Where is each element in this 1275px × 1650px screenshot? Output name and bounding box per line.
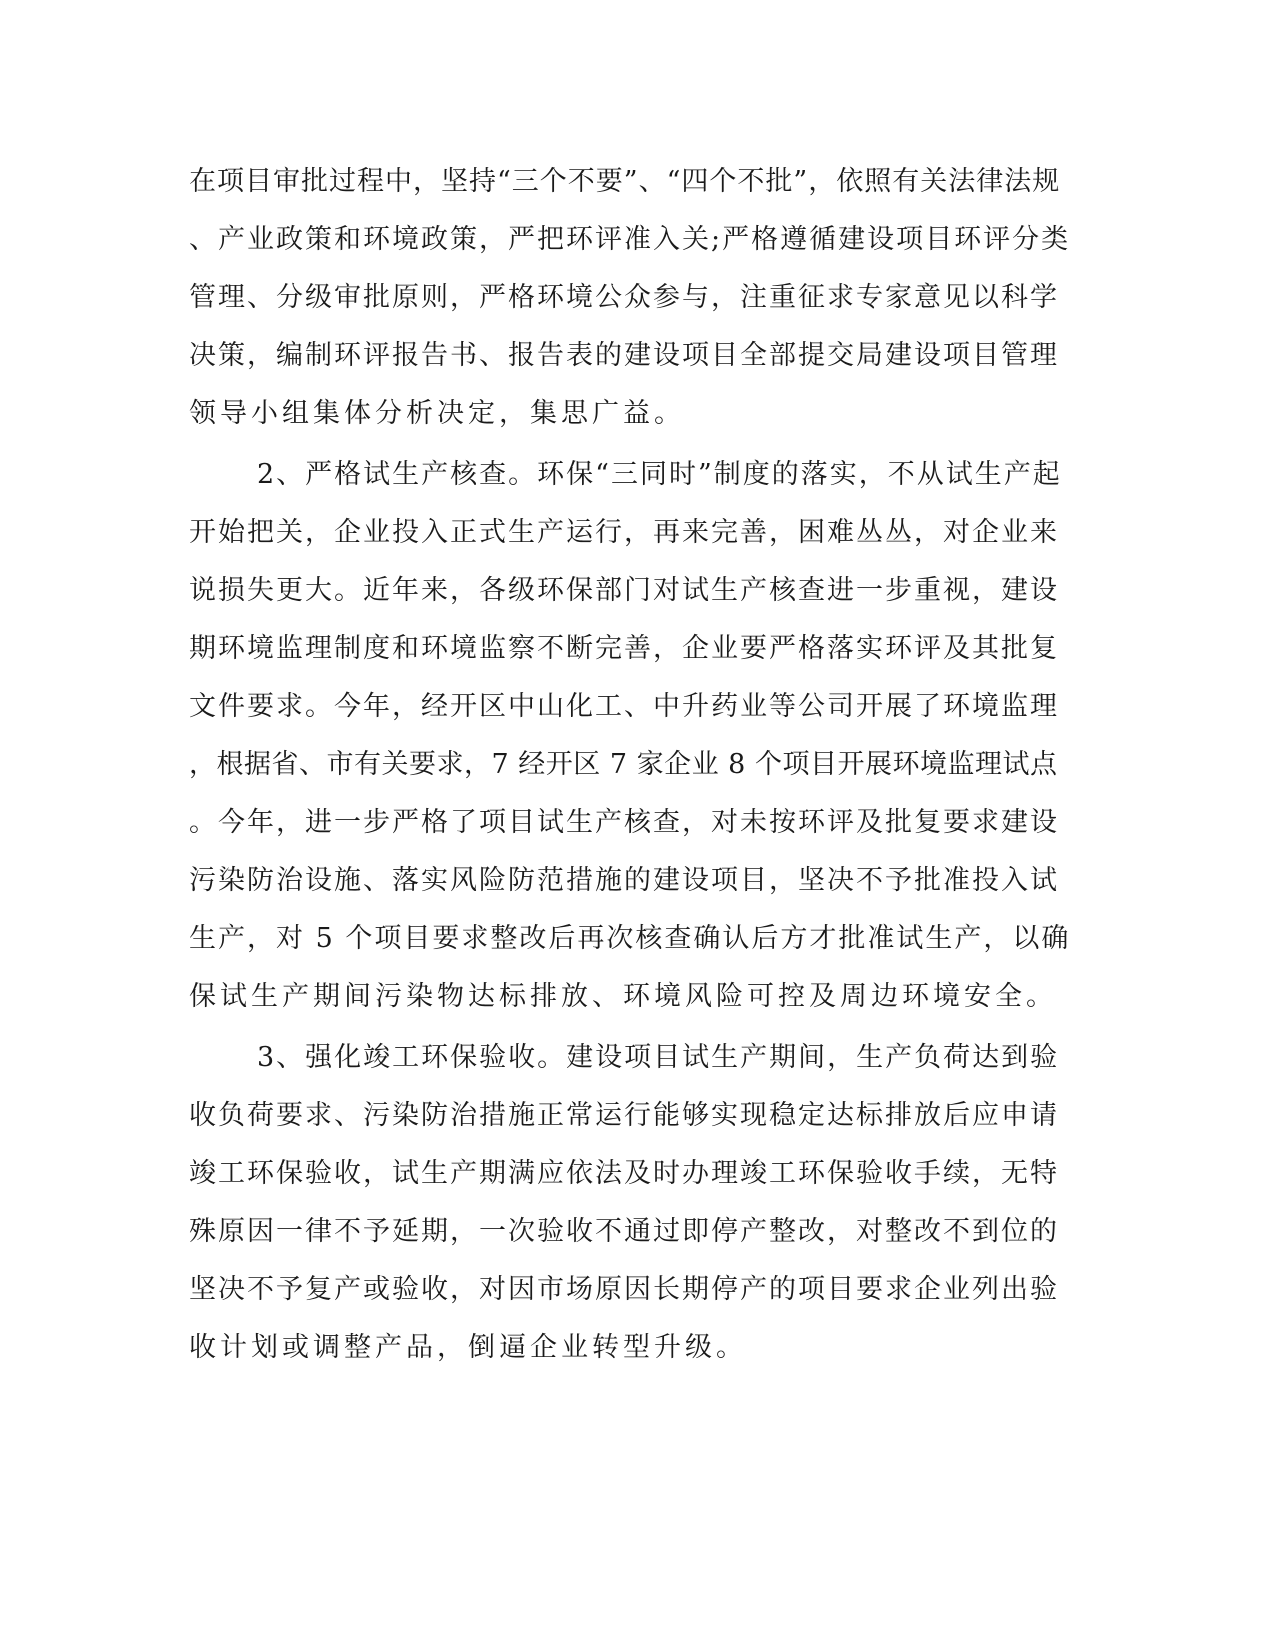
text-line: 。今年，进一步严格了项目试生产核查，对未按环评及批复要求建设 <box>189 807 1059 838</box>
text-line: 竣工环保验收，试生产期满应依法及时办理竣工环保验收手续，无特 <box>189 1158 1059 1189</box>
text-line: 在项目审批过程中，坚持“三个不要”、“四个不批”，依照有关法律法规 <box>189 166 1061 197</box>
text-line: 坚决不予复产或验收，对因市场原因长期停产的项目要求企业列出验 <box>189 1274 1059 1305</box>
text-line: 生产，对 5 个项目要求整改后再次核查确认后方才批准试生产，以确 <box>189 923 1071 954</box>
text-line: 文件要求。今年，经开区中山化工、中升药业等公司开展了环境监理 <box>189 691 1059 722</box>
text-line: 决策，编制环评报告书、报告表的建设项目全部提交局建设项目管理 <box>189 340 1059 371</box>
text-line: 3、强化竣工环保验收。建设项目试生产期间，生产负荷达到验 <box>257 1042 1060 1073</box>
text-line: 领导小组集体分析决定，集思广益。 <box>189 398 685 429</box>
text-line: 收负荷要求、污染防治措施正常运行能够实现稳定达标排放后应申请 <box>189 1100 1059 1131</box>
text-line: 收计划或调整产品，倒逼企业转型升级。 <box>189 1332 747 1363</box>
text-line: 保试生产期间污染物达标排放、环境风险可控及周边环境安全。 <box>189 981 1057 1012</box>
text-line: 污染防治设施、落实风险防范措施的建设项目，坚决不予批准投入试 <box>189 865 1059 896</box>
text-line: 开始把关，企业投入正式生产运行，再来完善，困难丛丛，对企业来 <box>189 517 1059 548</box>
text-line: 2、严格试生产核查。环保“三同时”制度的落实，不从试生产起 <box>257 459 1062 490</box>
text-line: 殊原因一律不予延期，一次验收不通过即停产整改，对整改不到位的 <box>189 1216 1059 1247</box>
text-line: 、产业政策和环境政策，严把环评准入关;严格遵循建设项目环评分类 <box>189 224 1071 255</box>
text-line: 说损失更大。近年来，各级环保部门对试生产核查进一步重视，建设 <box>189 575 1059 606</box>
text-line: 期环境监理制度和环境监察不断完善，企业要严格落实环评及其批复 <box>189 633 1059 664</box>
text-line: 管理、分级审批原则，严格环境公众参与，注重征求专家意见以科学 <box>189 282 1059 313</box>
text-line: ，根据省、市有关要求，7 经开区 7 家企业 8 个项目开展环境监理试点 <box>189 749 1058 780</box>
